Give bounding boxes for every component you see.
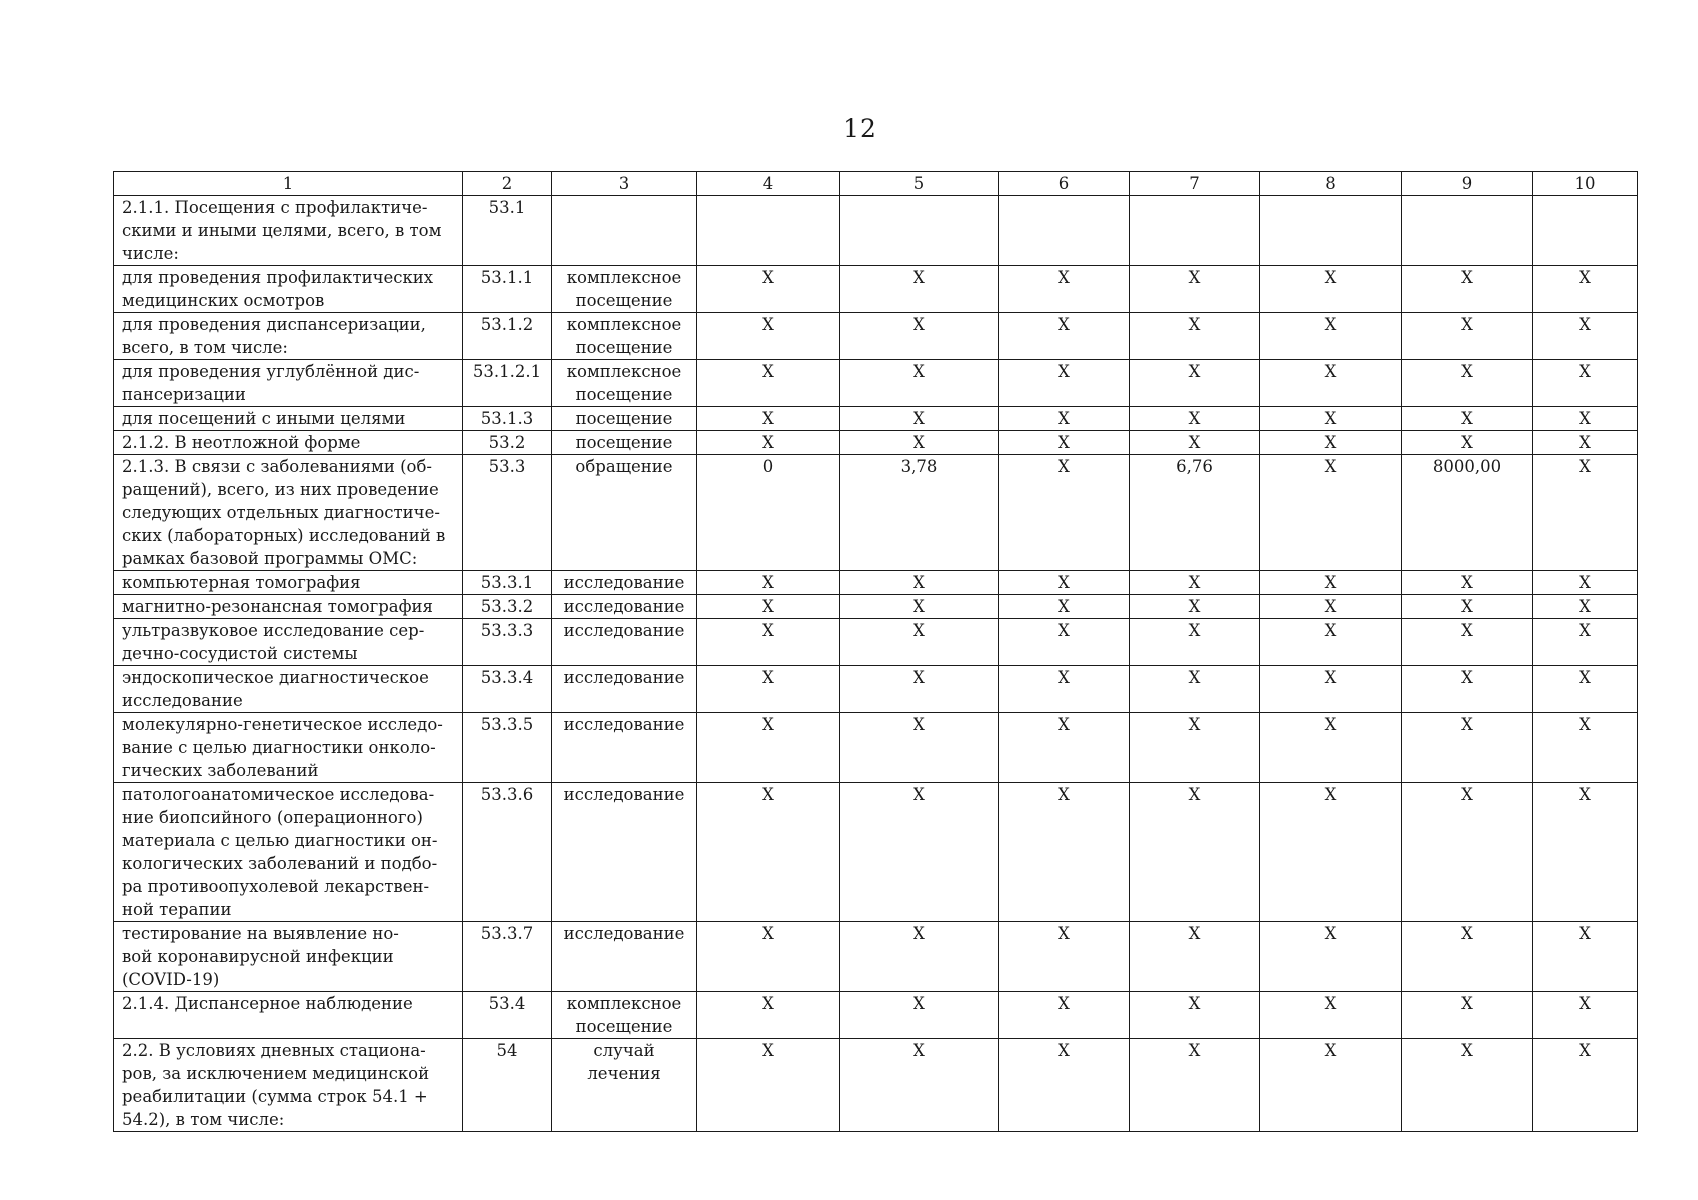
table-row	[114, 922, 1638, 992]
value-col-10: X	[1533, 455, 1638, 571]
row-code: 53.1.2	[463, 313, 552, 360]
value-col-9: X	[1402, 1039, 1533, 1132]
value-col-10: X	[1533, 992, 1638, 1039]
value-col-9: X	[1402, 595, 1533, 619]
value-col-6: X	[999, 595, 1130, 619]
value-col-9: X	[1402, 713, 1533, 783]
value-col-10: X	[1533, 266, 1638, 313]
row-code: 53.3.4	[463, 666, 552, 713]
value-col-5: X	[840, 922, 999, 992]
row-code: 53.3.5	[463, 713, 552, 783]
column-header: 10	[1533, 172, 1638, 196]
value-col-7: X	[1130, 922, 1260, 992]
table-row	[114, 713, 1638, 783]
value-col-7: X	[1130, 713, 1260, 783]
value-col-5: X	[840, 595, 999, 619]
value-col-7	[1130, 196, 1260, 266]
value-col-8: X	[1260, 666, 1402, 713]
value-col-9: X	[1402, 266, 1533, 313]
value-col-9: X	[1402, 922, 1533, 992]
row-description: молекулярно-генетическое исследо- вание с целью диагностики онколо- гических заболеваний	[114, 713, 463, 783]
value-col-6: X	[999, 666, 1130, 713]
value-col-9: X	[1402, 407, 1533, 431]
value-col-9: X	[1402, 360, 1533, 407]
row-code: 53.3.1	[463, 571, 552, 595]
row-code: 53.3.6	[463, 783, 552, 922]
row-description: компьютерная томография	[114, 571, 463, 595]
value-col-7: X	[1130, 783, 1260, 922]
table-row	[114, 992, 1638, 1039]
unit-of-measure: обращение	[552, 455, 697, 571]
value-col-10: X	[1533, 595, 1638, 619]
value-col-6: X	[999, 922, 1130, 992]
value-col-6: X	[999, 1039, 1130, 1132]
value-col-6: X	[999, 431, 1130, 455]
value-col-10	[1533, 196, 1638, 266]
value-col-6: X	[999, 266, 1130, 313]
value-col-4: X	[697, 431, 840, 455]
header-row	[114, 172, 1638, 196]
value-col-5: X	[840, 571, 999, 595]
table-row	[114, 571, 1638, 595]
value-col-8: X	[1260, 922, 1402, 992]
unit-of-measure: комплексное посещение	[552, 360, 697, 407]
unit-of-measure: комплексное посещение	[552, 992, 697, 1039]
value-col-10: X	[1533, 571, 1638, 595]
value-col-6: X	[999, 992, 1130, 1039]
value-col-6: X	[999, 783, 1130, 922]
value-col-4: X	[697, 571, 840, 595]
table-row	[114, 783, 1638, 922]
value-col-5: X	[840, 313, 999, 360]
column-header: 9	[1402, 172, 1533, 196]
row-description: для проведения диспансеризации, всего, в том числе:	[114, 313, 463, 360]
unit-of-measure: исследование	[552, 619, 697, 666]
unit-of-measure: случай лечения	[552, 1039, 697, 1132]
table-row	[114, 431, 1638, 455]
value-col-5: X	[840, 783, 999, 922]
value-col-4: X	[697, 713, 840, 783]
row-description: 2.2. В условиях дневных стациона- ров, за исключением медицинской реабилитации (сумма строк 54.1 + 54.2), в том числе:	[114, 1039, 463, 1132]
value-col-6: X	[999, 713, 1130, 783]
unit-of-measure: комплексное посещение	[552, 266, 697, 313]
value-col-4: X	[697, 783, 840, 922]
row-description: для проведения профилактических медицинских осмотров	[114, 266, 463, 313]
data-table	[113, 171, 1638, 1132]
value-col-8: X	[1260, 313, 1402, 360]
value-col-10: X	[1533, 360, 1638, 407]
column-header: 5	[840, 172, 999, 196]
value-col-6	[999, 196, 1130, 266]
value-col-7: X	[1130, 360, 1260, 407]
row-code: 53.1.1	[463, 266, 552, 313]
value-col-8: X	[1260, 360, 1402, 407]
value-col-7: X	[1130, 571, 1260, 595]
table-row	[114, 266, 1638, 313]
row-description: эндоскопическое диагностическое исследование	[114, 666, 463, 713]
value-col-6: X	[999, 571, 1130, 595]
unit-of-measure: исследование	[552, 713, 697, 783]
table-row	[114, 313, 1638, 360]
column-header: 6	[999, 172, 1130, 196]
value-col-10: X	[1533, 431, 1638, 455]
row-description: 2.1.1. Посещения с профилактиче- скими и иными целями, всего, в том числе:	[114, 196, 463, 266]
value-col-6: X	[999, 619, 1130, 666]
row-description: для проведения углублённой дис- пансеризации	[114, 360, 463, 407]
column-header: 7	[1130, 172, 1260, 196]
value-col-8: X	[1260, 266, 1402, 313]
row-description: патологоанатомическое исследова- ние биопсийного (операционного) материала с целью диагностики он- кологических заболеваний и подбо- ра противоопухолевой лекарствен- ной терапии	[114, 783, 463, 922]
table-body	[114, 196, 1638, 1132]
value-col-6: X	[999, 313, 1130, 360]
row-code: 53.3.2	[463, 595, 552, 619]
value-col-8: X	[1260, 455, 1402, 571]
row-description: ультразвуковое исследование сер- дечно-сосудистой системы	[114, 619, 463, 666]
row-code: 53.3.3	[463, 619, 552, 666]
value-col-5: X	[840, 360, 999, 407]
value-col-4: X	[697, 313, 840, 360]
table-row	[114, 455, 1638, 571]
value-col-10: X	[1533, 713, 1638, 783]
value-col-6: X	[999, 360, 1130, 407]
value-col-4: X	[697, 266, 840, 313]
column-header: 3	[552, 172, 697, 196]
value-col-9: X	[1402, 313, 1533, 360]
row-description: тестирование на выявление но- вой коронавирусной инфекции (COVID-19)	[114, 922, 463, 992]
value-col-9	[1402, 196, 1533, 266]
value-col-5	[840, 196, 999, 266]
table-row	[114, 595, 1638, 619]
row-description: 2.1.2. В неотложной форме	[114, 431, 463, 455]
value-col-4: X	[697, 619, 840, 666]
table-row	[114, 619, 1638, 666]
value-col-7: X	[1130, 595, 1260, 619]
value-col-5: X	[840, 619, 999, 666]
value-col-10: X	[1533, 666, 1638, 713]
value-col-10: X	[1533, 922, 1638, 992]
value-col-7: X	[1130, 666, 1260, 713]
value-col-8: X	[1260, 713, 1402, 783]
unit-of-measure: комплексное посещение	[552, 313, 697, 360]
value-col-7: X	[1130, 407, 1260, 431]
value-col-8: X	[1260, 992, 1402, 1039]
value-col-8: X	[1260, 783, 1402, 922]
unit-of-measure: исследование	[552, 922, 697, 992]
value-col-4: 0	[697, 455, 840, 571]
table-row	[114, 360, 1638, 407]
value-col-7: X	[1130, 992, 1260, 1039]
unit-of-measure	[552, 196, 697, 266]
page-number: 12	[843, 114, 877, 143]
value-col-4: X	[697, 666, 840, 713]
table-row	[114, 666, 1638, 713]
table-row	[114, 407, 1638, 431]
table-row	[114, 196, 1638, 266]
row-code: 53.3.7	[463, 922, 552, 992]
unit-of-measure: исследование	[552, 571, 697, 595]
row-description: магнитно-резонансная томография	[114, 595, 463, 619]
row-code: 53.4	[463, 992, 552, 1039]
value-col-4	[697, 196, 840, 266]
value-col-4: X	[697, 1039, 840, 1132]
value-col-7: X	[1130, 619, 1260, 666]
value-col-10: X	[1533, 407, 1638, 431]
row-code: 53.1	[463, 196, 552, 266]
value-col-5: X	[840, 407, 999, 431]
value-col-10: X	[1533, 783, 1638, 922]
row-code: 53.3	[463, 455, 552, 571]
value-col-4: X	[697, 992, 840, 1039]
value-col-6: X	[999, 455, 1130, 571]
unit-of-measure: посещение	[552, 407, 697, 431]
row-code: 53.1.3	[463, 407, 552, 431]
value-col-5: X	[840, 431, 999, 455]
value-col-8	[1260, 196, 1402, 266]
value-col-8: X	[1260, 431, 1402, 455]
value-col-10: X	[1533, 313, 1638, 360]
table-header	[114, 172, 1638, 196]
value-col-7: X	[1130, 313, 1260, 360]
value-col-4: X	[697, 360, 840, 407]
column-header: 4	[697, 172, 840, 196]
unit-of-measure: посещение	[552, 431, 697, 455]
row-code: 53.2	[463, 431, 552, 455]
value-col-5: X	[840, 713, 999, 783]
value-col-9: X	[1402, 431, 1533, 455]
column-header: 2	[463, 172, 552, 196]
unit-of-measure: исследование	[552, 595, 697, 619]
value-col-5: 3,78	[840, 455, 999, 571]
value-col-4: X	[697, 407, 840, 431]
value-col-9: X	[1402, 619, 1533, 666]
value-col-9: X	[1402, 783, 1533, 922]
value-col-10: X	[1533, 1039, 1638, 1132]
value-col-8: X	[1260, 571, 1402, 595]
unit-of-measure: исследование	[552, 666, 697, 713]
value-col-8: X	[1260, 407, 1402, 431]
value-col-9: 8000,00	[1402, 455, 1533, 571]
unit-of-measure: исследование	[552, 783, 697, 922]
row-description: для посещений с иными целями	[114, 407, 463, 431]
table-row	[114, 1039, 1638, 1132]
value-col-9: X	[1402, 666, 1533, 713]
row-description: 2.1.4. Диспансерное наблюдение	[114, 992, 463, 1039]
value-col-4: X	[697, 922, 840, 992]
value-col-4: X	[697, 595, 840, 619]
value-col-7: X	[1130, 266, 1260, 313]
value-col-5: X	[840, 666, 999, 713]
row-code: 53.1.2.1	[463, 360, 552, 407]
column-header: 1	[114, 172, 463, 196]
row-description: 2.1.3. В связи с заболеваниями (об- ращений), всего, из них проведение следующих отдельных диагностиче- ских (лабораторных) исследований в рамках базовой программы ОМС:	[114, 455, 463, 571]
row-code: 54	[463, 1039, 552, 1132]
value-col-6: X	[999, 407, 1130, 431]
value-col-9: X	[1402, 992, 1533, 1039]
value-col-7: X	[1130, 431, 1260, 455]
value-col-8: X	[1260, 619, 1402, 666]
value-col-7: X	[1130, 1039, 1260, 1132]
value-col-5: X	[840, 1039, 999, 1132]
value-col-9: X	[1402, 571, 1533, 595]
value-col-8: X	[1260, 595, 1402, 619]
value-col-5: X	[840, 266, 999, 313]
column-header: 8	[1260, 172, 1402, 196]
value-col-8: X	[1260, 1039, 1402, 1132]
value-col-5: X	[840, 992, 999, 1039]
value-col-10: X	[1533, 619, 1638, 666]
value-col-7: 6,76	[1130, 455, 1260, 571]
